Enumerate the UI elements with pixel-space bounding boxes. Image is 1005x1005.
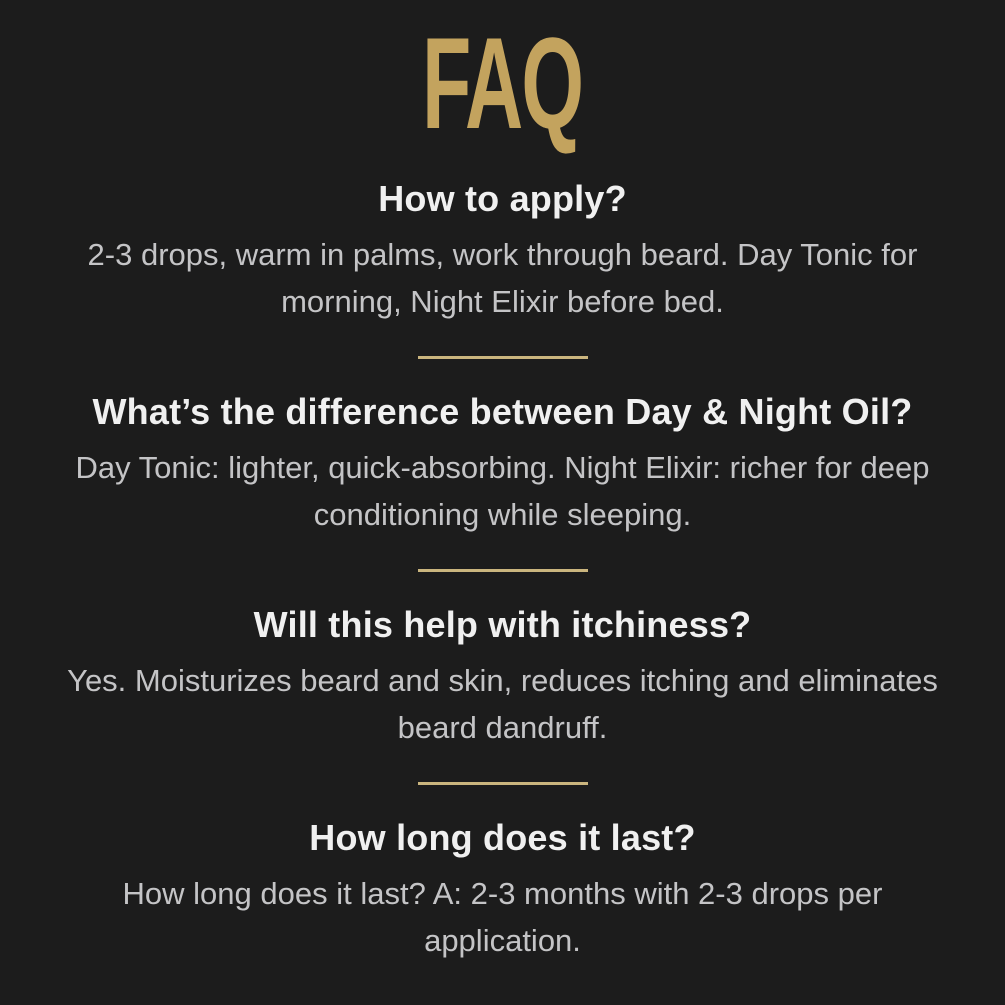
question-text: Will this help with itchiness? — [253, 604, 752, 645]
section-divider — [418, 569, 588, 572]
question-text: How to apply? — [378, 178, 627, 219]
section-divider — [418, 356, 588, 359]
faq-section — [43, 602, 963, 751]
answer-text: 2-3 drops, warm in palms, work through beard. Day Tonic for morning, Night Elixir before bed. — [87, 237, 918, 319]
faq-section — [43, 389, 963, 538]
section-divider — [418, 782, 588, 785]
question-text: How long does it last? — [309, 817, 696, 858]
faq-section — [43, 176, 963, 325]
faq-section — [43, 815, 963, 964]
answer-text: How long does it last? A: 2-3 months with 2-3 drops per application. — [122, 876, 883, 958]
question-text: What’s the difference between Day & Night Oil? — [92, 391, 913, 432]
answer-text: Day Tonic: lighter, quick-absorbing. Night Elixir: richer for deep conditioning while sleeping. — [75, 450, 930, 532]
answer-text: Yes. Moisturizes beard and skin, reduces itching and eliminates beard dandruff. — [67, 663, 938, 745]
page-title: FAQ — [422, 10, 583, 156]
